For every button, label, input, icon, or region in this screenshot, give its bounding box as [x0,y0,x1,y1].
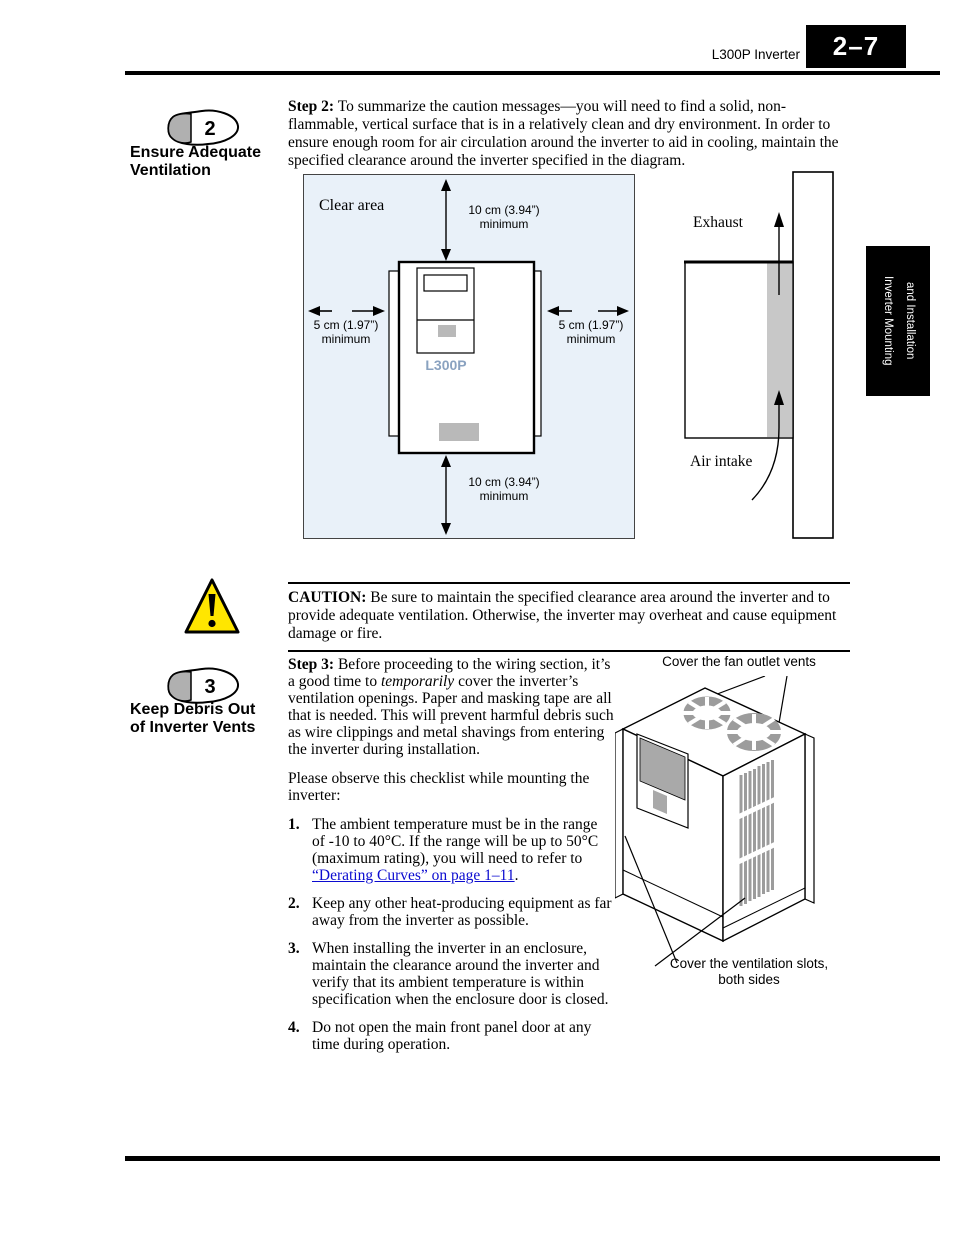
step-2-heading: Ensure Adequate Ventilation [130,144,261,179]
step-2-badge-number: 2 [204,118,216,140]
inverter-model-label: L300P [425,357,467,373]
chapter-tab [866,246,930,396]
step-3-column [288,656,614,1064]
inverter-isometric-figure [613,654,865,994]
checklist-item-3: 3. When installing the inverter in an enclosure, maintain the clearance around the inverter and verify that its ambient temperature is within specification when the enclosure door is closed. [288,940,609,1008]
fan-vents-caption: Cover the fan outlet vents [662,654,816,669]
checklist-item-2: 2. Keep any other heat-producing equipment as far away from the inverter as possible. [288,895,612,929]
checklist-intro: Please observe this checklist while mounting the inverter: [288,770,590,804]
airflow-side-view-drawing [650,170,850,540]
warning-triangle-icon [183,577,241,642]
step-3-heading: Keep Debris Out of Inverter Vents [130,701,256,736]
ventilation-slots-caption: Cover the ventilation slots, both sides [669,956,829,987]
left-clearance-label: 5 cm (1.97”) minimum [313,318,379,346]
clearance-diagram [303,174,635,539]
checklist-item-4: 4. Do not open the main front panel door at any time during operation. [288,1019,592,1053]
header-rule [125,71,940,75]
step-3-badge-number: 3 [204,676,216,698]
step-3-paragraph: Step 3: Before proceeding to the wiring section, it’s a good time to temporarily cover the inverter’s ventilation openings. Paper and masking tape are all that is needed. This will prevent harmful debris such as wire clippings and metal shavings from entering the inverter during installation. [288,656,614,758]
header-product-title: L300P Inverter [711,47,800,62]
page-number: 2–7 [832,31,880,61]
clear-area-label: Clear area [319,197,385,214]
step-2-paragraph: Step 2: To summarize the caution messages—you will need to find a solid, non-flammable, vertical surface that is in a relatively clean and dry environment. In order to ensure enough room for air circulation around the inverter to aid in cooling, maintain the specified clearance around the inverter specified in the diagram. [288,98,839,169]
chapter-tab-text: Inverter Mounting and Installation [882,276,916,366]
derating-curves-link[interactable]: “Derating Curves” on page 1–11 [312,867,515,884]
exhaust-label: Exhaust [693,214,743,231]
page-number-box [806,25,906,68]
right-clearance-label: 5 cm (1.97”) minimum [558,318,624,346]
bottom-clearance-label: 10 cm (3.94”) minimum [468,475,540,503]
checklist-item-1: 1. The ambient temperature must be in the range of -10 to 40°C. If the range will be up to 50°C (maximum rating), you will need to refer to “Derating Curves” on page 1–11. [288,816,599,884]
air-intake-label: Air intake [690,453,753,470]
inverter-isometric-drawing [615,676,860,976]
footer-rule [125,1156,940,1161]
caution-note: CAUTION: Be sure to maintain the specified clearance area around the inverter and to provide adequate ventilation. Otherwise, the inverter may overheat and cause equipment damage or fire. [288,582,850,652]
top-clearance-label: 10 cm (3.94”) minimum [468,203,540,231]
